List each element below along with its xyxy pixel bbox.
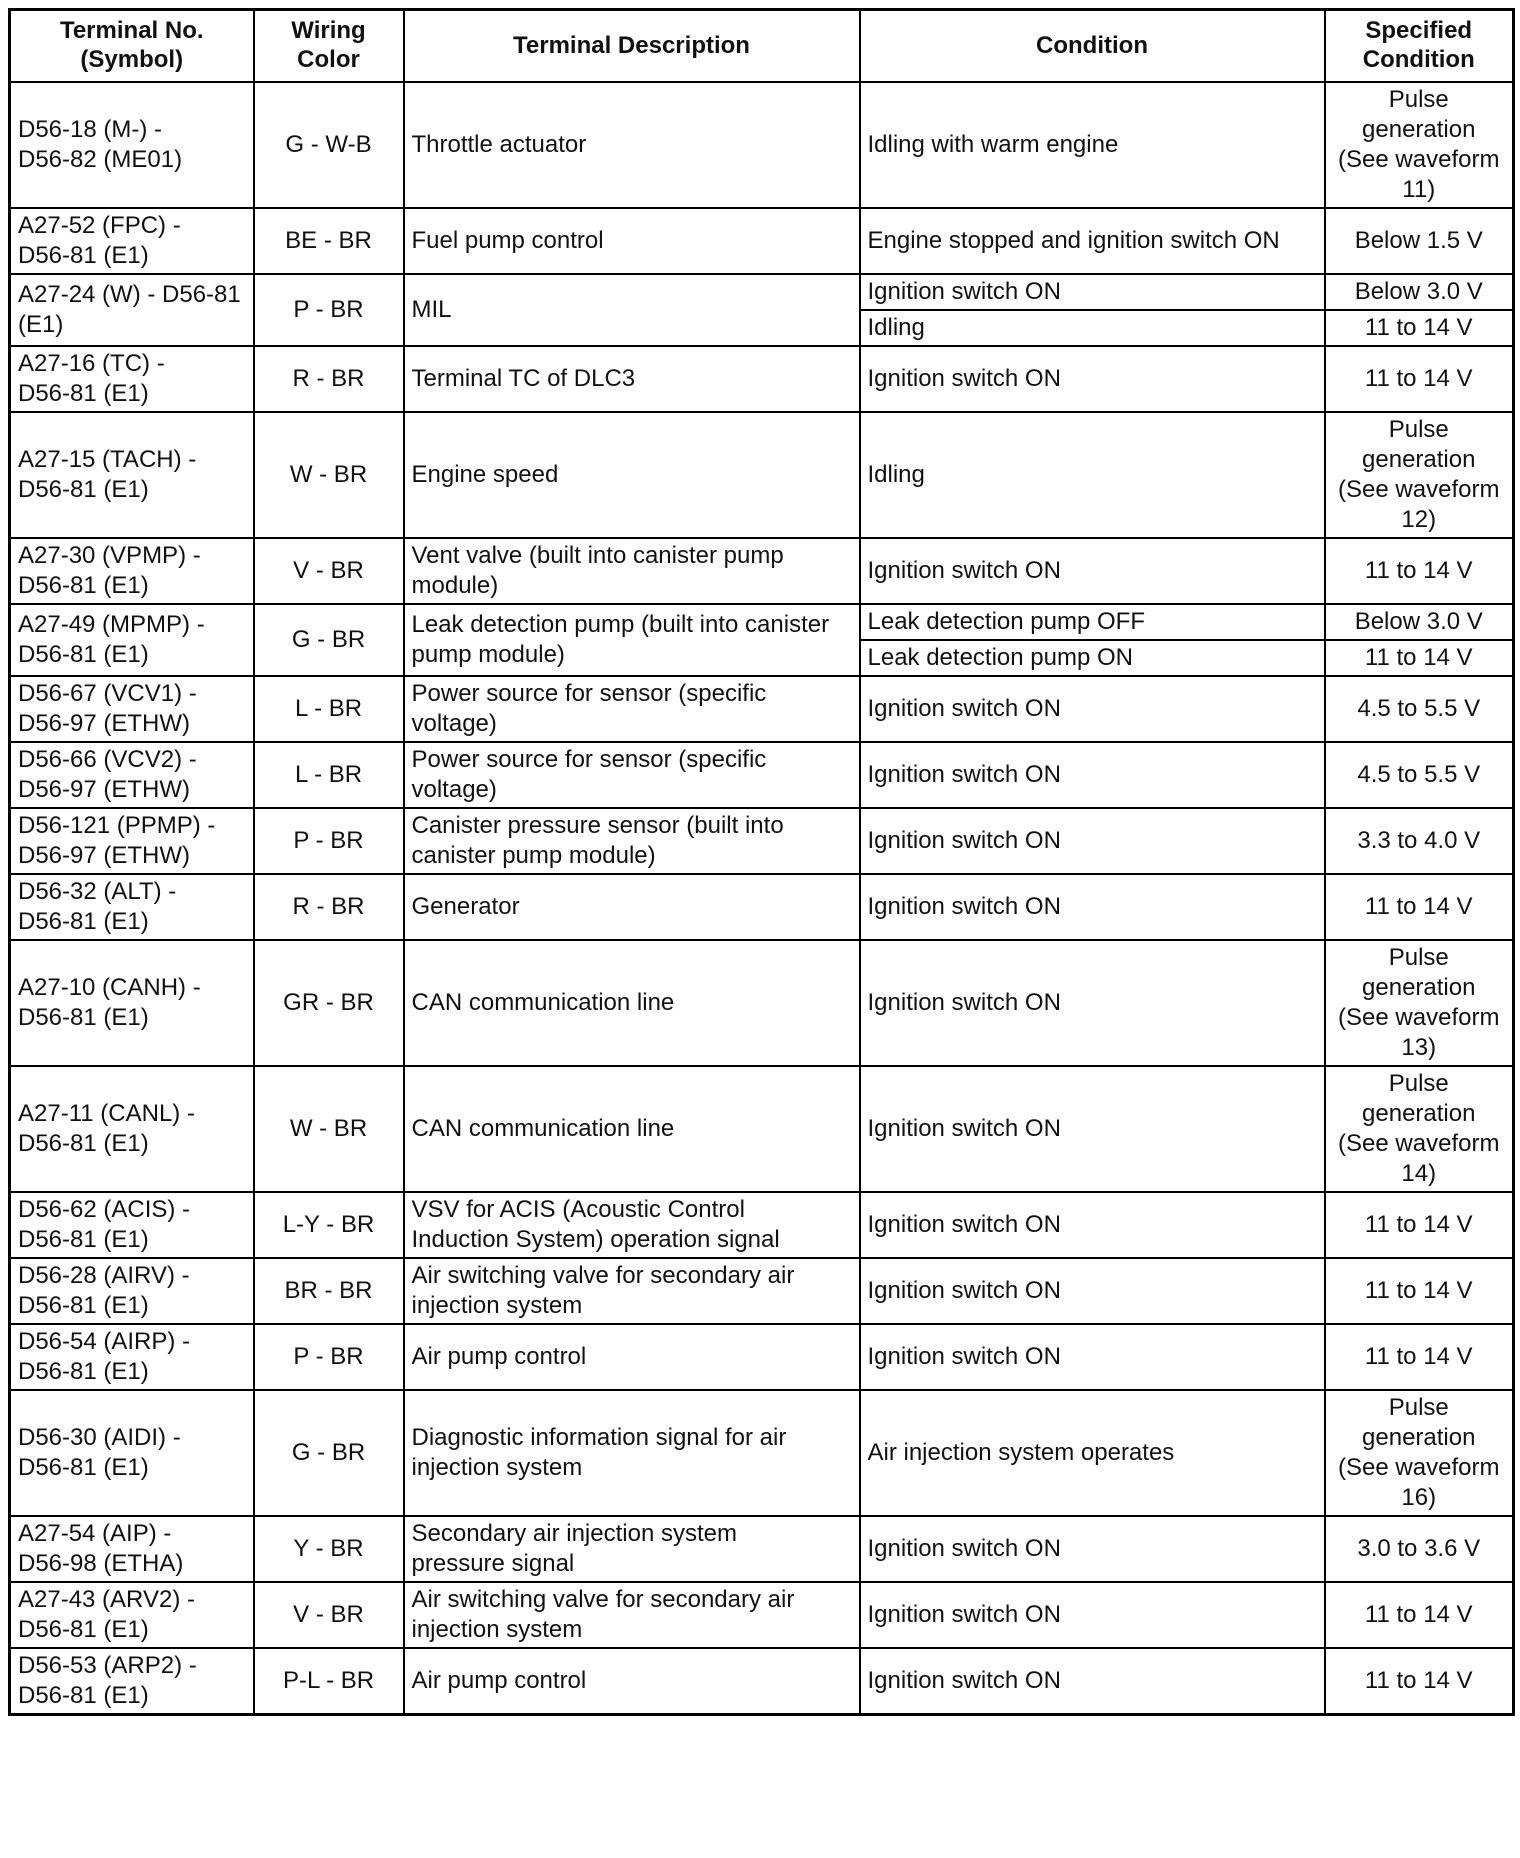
description-cell: Throttle actuator xyxy=(404,82,860,208)
wiring-color-cell: R - BR xyxy=(254,874,404,940)
condition-cell: Ignition switch ON xyxy=(860,1192,1325,1258)
description-cell: Power source for sensor (specific voltage) xyxy=(404,742,860,808)
terminal-cell: A27-52 (FPC) - D56-81 (E1) xyxy=(10,208,254,274)
wiring-color-cell: BR - BR xyxy=(254,1258,404,1324)
terminal-cell: A27-30 (VPMP) - D56-81 (E1) xyxy=(10,538,254,604)
condition-cell: Ignition switch ON xyxy=(860,538,1325,604)
terminal-cell: D56-121 (PPMP) - D56-97 (ETHW) xyxy=(10,808,254,874)
specified-condition-cell: 11 to 14 V xyxy=(1325,346,1514,412)
terminal-cell: D56-28 (AIRV) - D56-81 (E1) xyxy=(10,1258,254,1324)
terminal-cell: D56-67 (VCV1) - D56-97 (ETHW) xyxy=(10,676,254,742)
condition-cell: Ignition switch ON xyxy=(860,874,1325,940)
table-row xyxy=(10,538,1514,604)
table-row xyxy=(10,208,1514,274)
header-description: Terminal Description xyxy=(404,10,860,83)
terminal-cell: A27-10 (CANH) - D56-81 (E1) xyxy=(10,940,254,1066)
wiring-color-cell: P - BR xyxy=(254,1324,404,1390)
condition-cell: Engine stopped and ignition switch ON xyxy=(860,208,1325,274)
condition-cell: Ignition switch ON xyxy=(860,274,1325,310)
wiring-color-cell: L - BR xyxy=(254,742,404,808)
table-row xyxy=(10,82,1514,208)
description-cell: Canister pressure sensor (built into canister pump module) xyxy=(404,808,860,874)
table-row xyxy=(10,1648,1514,1715)
specified-condition-cell: 11 to 14 V xyxy=(1325,538,1514,604)
condition-cell: Ignition switch ON xyxy=(860,808,1325,874)
condition-cell: Ignition switch ON xyxy=(860,1648,1325,1715)
specified-condition-cell: Pulse generation (See waveform 14) xyxy=(1325,1066,1514,1192)
table-row xyxy=(10,742,1514,808)
wiring-color-cell: W - BR xyxy=(254,412,404,538)
terminal-cell: A27-49 (MPMP) - D56-81 (E1) xyxy=(10,604,254,676)
condition-cell: Idling with warm engine xyxy=(860,82,1325,208)
table-row xyxy=(10,346,1514,412)
description-cell: Fuel pump control xyxy=(404,208,860,274)
specified-condition-cell: 11 to 14 V xyxy=(1325,1648,1514,1715)
terminal-cell: D56-66 (VCV2) - D56-97 (ETHW) xyxy=(10,742,254,808)
specified-condition-cell: 11 to 14 V xyxy=(1325,310,1514,346)
condition-cell: Leak detection pump OFF xyxy=(860,604,1325,640)
header-row xyxy=(10,10,1514,83)
table-row xyxy=(10,808,1514,874)
wiring-color-cell: V - BR xyxy=(254,1582,404,1648)
description-cell: MIL xyxy=(404,274,860,346)
table-row xyxy=(10,1516,1514,1582)
header-wiring-color: Wiring Color xyxy=(254,10,404,83)
wiring-color-cell: BE - BR xyxy=(254,208,404,274)
specified-condition-cell: Pulse generation (See waveform 16) xyxy=(1325,1390,1514,1516)
table-row xyxy=(10,1066,1514,1192)
wiring-color-cell: G - W-B xyxy=(254,82,404,208)
terminal-cell: D56-53 (ARP2) - D56-81 (E1) xyxy=(10,1648,254,1715)
specified-condition-cell: Pulse generation (See waveform 13) xyxy=(1325,940,1514,1066)
specified-condition-cell: Below 1.5 V xyxy=(1325,208,1514,274)
table-row xyxy=(10,412,1514,538)
specified-condition-cell: 4.5 to 5.5 V xyxy=(1325,676,1514,742)
description-cell: Vent valve (built into canister pump module) xyxy=(404,538,860,604)
wiring-color-cell: Y - BR xyxy=(254,1516,404,1582)
table-row xyxy=(10,874,1514,940)
header-condition: Condition xyxy=(860,10,1325,83)
wiring-color-cell: P - BR xyxy=(254,808,404,874)
condition-cell: Ignition switch ON xyxy=(860,940,1325,1066)
condition-cell: Ignition switch ON xyxy=(860,742,1325,808)
specified-condition-cell: Pulse generation (See waveform 12) xyxy=(1325,412,1514,538)
specified-condition-cell: 11 to 14 V xyxy=(1325,640,1514,676)
wiring-color-cell: G - BR xyxy=(254,1390,404,1516)
description-cell: Diagnostic information signal for air injection system xyxy=(404,1390,860,1516)
description-cell: Terminal TC of DLC3 xyxy=(404,346,860,412)
terminal-cell: D56-30 (AIDI) - D56-81 (E1) xyxy=(10,1390,254,1516)
wiring-color-cell: L-Y - BR xyxy=(254,1192,404,1258)
description-cell: Secondary air injection system pressure signal xyxy=(404,1516,860,1582)
terminal-cell: D56-32 (ALT) - D56-81 (E1) xyxy=(10,874,254,940)
condition-cell: Ignition switch ON xyxy=(860,346,1325,412)
description-cell: VSV for ACIS (Acoustic Control Induction System) operation signal xyxy=(404,1192,860,1258)
terminal-cell: A27-15 (TACH) - D56-81 (E1) xyxy=(10,412,254,538)
terminal-cell: A27-54 (AIP) - D56-98 (ETHA) xyxy=(10,1516,254,1582)
description-cell: Air switching valve for secondary air injection system xyxy=(404,1582,860,1648)
condition-cell: Ignition switch ON xyxy=(860,1324,1325,1390)
condition-cell: Ignition switch ON xyxy=(860,1066,1325,1192)
terminal-cell: A27-43 (ARV2) - D56-81 (E1) xyxy=(10,1582,254,1648)
table-body xyxy=(10,82,1514,1715)
wiring-color-cell: L - BR xyxy=(254,676,404,742)
wiring-color-cell: G - BR xyxy=(254,604,404,676)
condition-cell: Ignition switch ON xyxy=(860,1516,1325,1582)
description-cell: Power source for sensor (specific voltage) xyxy=(404,676,860,742)
description-cell: Generator xyxy=(404,874,860,940)
table-row xyxy=(10,1258,1514,1324)
terminal-cell: D56-18 (M-) - D56-82 (ME01) xyxy=(10,82,254,208)
condition-cell: Idling xyxy=(860,412,1325,538)
specified-condition-cell: Below 3.0 V xyxy=(1325,274,1514,310)
description-cell: Leak detection pump (built into canister pump module) xyxy=(404,604,860,676)
specified-condition-cell: 11 to 14 V xyxy=(1325,1258,1514,1324)
terminal-cell: A27-24 (W) - D56-81 (E1) xyxy=(10,274,254,346)
condition-cell: Ignition switch ON xyxy=(860,1582,1325,1648)
terminal-cell: D56-54 (AIRP) - D56-81 (E1) xyxy=(10,1324,254,1390)
description-cell: CAN communication line xyxy=(404,1066,860,1192)
wiring-color-cell: P-L - BR xyxy=(254,1648,404,1715)
terminal-cell: A27-11 (CANL) - D56-81 (E1) xyxy=(10,1066,254,1192)
table-row xyxy=(10,676,1514,742)
description-cell: Engine speed xyxy=(404,412,860,538)
header-terminal: Terminal No. (Symbol) xyxy=(10,10,254,83)
condition-cell: Ignition switch ON xyxy=(860,1258,1325,1324)
description-cell: Air pump control xyxy=(404,1648,860,1715)
table-row xyxy=(10,1390,1514,1516)
terminal-cell: A27-16 (TC) - D56-81 (E1) xyxy=(10,346,254,412)
table-row xyxy=(10,274,1514,310)
wiring-color-cell: GR - BR xyxy=(254,940,404,1066)
header-specified-condition: Specified Condition xyxy=(1325,10,1514,83)
terminal-spec-table xyxy=(8,8,1515,1716)
specified-condition-cell: Below 3.0 V xyxy=(1325,604,1514,640)
description-cell: Air switching valve for secondary air injection system xyxy=(404,1258,860,1324)
specified-condition-cell: 11 to 14 V xyxy=(1325,1582,1514,1648)
description-cell: Air pump control xyxy=(404,1324,860,1390)
condition-cell: Air injection system operates xyxy=(860,1390,1325,1516)
condition-cell: Idling xyxy=(860,310,1325,346)
table-row xyxy=(10,604,1514,640)
table-row xyxy=(10,1324,1514,1390)
wiring-color-cell: V - BR xyxy=(254,538,404,604)
condition-cell: Leak detection pump ON xyxy=(860,640,1325,676)
specified-condition-cell: 3.0 to 3.6 V xyxy=(1325,1516,1514,1582)
wiring-color-cell: P - BR xyxy=(254,274,404,346)
wiring-color-cell: R - BR xyxy=(254,346,404,412)
specified-condition-cell: 3.3 to 4.0 V xyxy=(1325,808,1514,874)
table-row xyxy=(10,940,1514,1066)
table-row xyxy=(10,1192,1514,1258)
description-cell: CAN communication line xyxy=(404,940,860,1066)
table-row xyxy=(10,1582,1514,1648)
terminal-cell: D56-62 (ACIS) - D56-81 (E1) xyxy=(10,1192,254,1258)
specified-condition-cell: Pulse generation (See waveform 11) xyxy=(1325,82,1514,208)
specified-condition-cell: 11 to 14 V xyxy=(1325,1192,1514,1258)
wiring-color-cell: W - BR xyxy=(254,1066,404,1192)
condition-cell: Ignition switch ON xyxy=(860,676,1325,742)
specified-condition-cell: 4.5 to 5.5 V xyxy=(1325,742,1514,808)
specified-condition-cell: 11 to 14 V xyxy=(1325,1324,1514,1390)
specified-condition-cell: 11 to 14 V xyxy=(1325,874,1514,940)
